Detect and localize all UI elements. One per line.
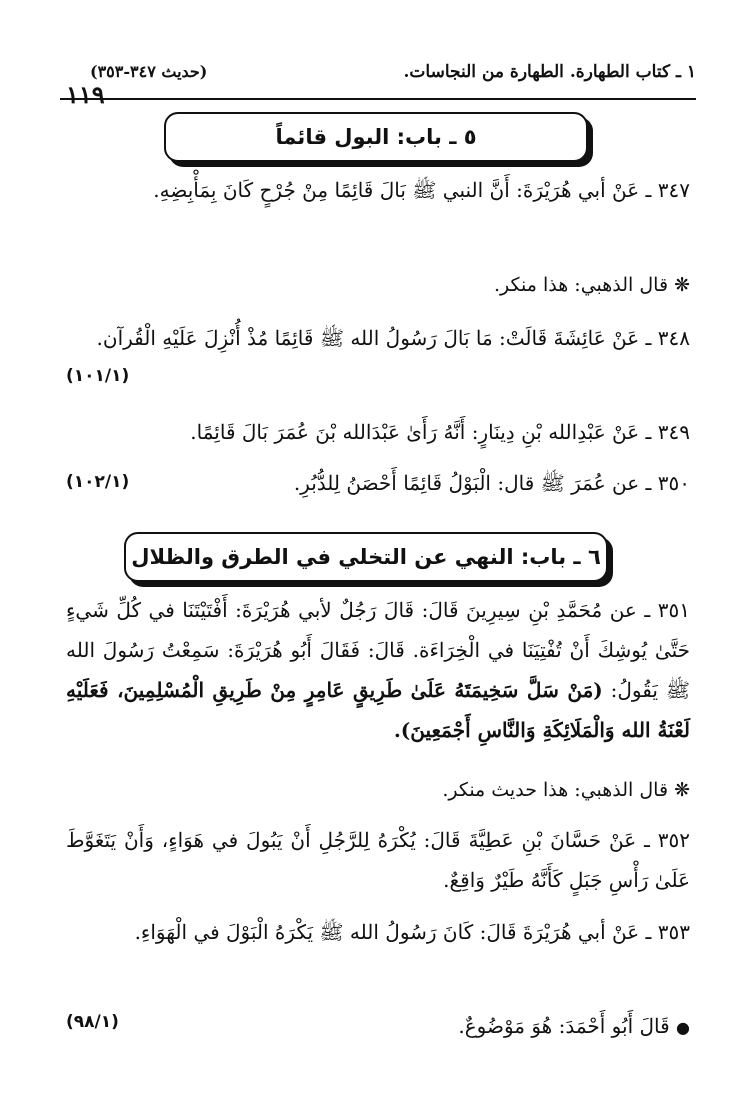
note-text: قَالَ أَبُو أَحْمَدَ: هُوَ مَوْضُوعٌ. bbox=[458, 1014, 670, 1038]
note-text: ❋ قال الذهبي: هذا منكر. bbox=[494, 274, 690, 296]
hadith-text: ٣٥٣ ـ عَنْ أبي هُرَيْرَةَ قَالَ: كَانَ رَسُولُ الله ﷺ يَكْرَهُ الْبَوْلَ في الْهَوَاءِ. bbox=[134, 920, 690, 944]
hadith-351 bbox=[66, 590, 690, 750]
reference-350: (١٠٢/١) bbox=[66, 472, 130, 492]
hadith-text: ٣٤٨ ـ عَنْ عَائِشَةَ قَالَتْ: مَا بَالَ رَسُولُ الله ﷺ قَائِمًا مُذْ أُنْزِلَ عَلَيْهِ الْقُرآن. bbox=[96, 326, 690, 350]
hadith-348 bbox=[66, 318, 690, 358]
note-353 bbox=[66, 1006, 690, 1048]
running-title: ١ ـ كتاب الطهارة. الطهارة من النجاسات. bbox=[403, 62, 696, 82]
chapter-title: ٥ ـ باب: البول قائماً bbox=[275, 125, 477, 149]
hadith-347 bbox=[66, 170, 690, 210]
page-number: ١١٩ bbox=[66, 80, 105, 109]
hadith-text: ٣٥١ ـ عن مُحَمَّدِ بْنِ سِيرِينَ قَالَ: قَالَ رَجُلٌ لأبي هُرَيْرَةَ: أَفْتَيْتَنَا في كُلِّ شَيءٍ حَتَّىٰ يُوشِكَ أَنْ تُفْتِيَنَا في الْخِرَاءَة. قَالَ: فَقَالَ أَبُو هُرَيْرَةَ: سَمِعْتُ رَسُولَ الله ﷺ يَقُولُ: bbox=[66, 598, 691, 702]
hadith-353 bbox=[66, 912, 690, 952]
hadith-349 bbox=[66, 412, 690, 452]
prophetic-saying: (مَنْ سَلَّ سَخِيمَتَهُ عَلَىٰ طَرِيقٍ عَامِرٍ مِنْ طَرِيقِ الْمُسْلِمِينَ، فَعَلَيْهِ لَعْنَةُ الله وَالْمَلَائِكَةِ وَالنَّاسِ أَجْمَعِينَ). bbox=[66, 678, 690, 742]
chapter-title: ٦ ـ باب: النهي عن التخلي في الطرق والظلال bbox=[131, 545, 601, 569]
hadith-text: ٣٥٢ ـ عَنْ حَسَّانَ بْنِ عَطِيَّةَ قَالَ: يُكْرَهُ لِلرَّجُلِ أَنْ يَبُولَ في هَوَاءٍ، وَأَنْ يَتَغَوَّطَ عَلَىٰ رَأْسِ جَبَلٍ كَأَنَّهُ طَيْرٌ وَاقِعٌ. bbox=[66, 828, 690, 892]
chapter-heading-5 bbox=[164, 112, 588, 162]
reference-348: (١٠١/١) bbox=[66, 366, 130, 386]
hadith-text: ٣٤٧ ـ عَنْ أبي هُرَيْرَةَ: أَنَّ النبي ﷺ بَالَ قَائِمًا مِنْ جُرْحٍ كَانَ بِمَأْبِضِهِ. bbox=[153, 178, 690, 202]
hadith-352 bbox=[66, 820, 690, 900]
bullet-icon: ● bbox=[676, 1018, 690, 1037]
note-347 bbox=[66, 265, 690, 305]
note-text: ❋ قال الذهبي: هذا حديث منكر. bbox=[442, 779, 690, 801]
note-351 bbox=[66, 770, 690, 810]
hadith-text: ٣٤٩ ـ عَنْ عَبْدِالله بْنِ دِينَارٍ: أَنَّهُ رَأَىٰ عَبْدَالله بْنَ عُمَرَ بَالَ قَائِمًا. bbox=[190, 420, 690, 444]
page-header bbox=[60, 58, 696, 109]
hadith-350 bbox=[66, 463, 690, 503]
reference-353: (٩٨/١) bbox=[66, 1012, 119, 1032]
hadith-text: ٣٥٠ ـ عن عُمَرَ ﷺ قال: الْبَوْلُ قَائِمًا أَحْصَنُ لِلدُّبُرِ. bbox=[293, 471, 690, 495]
hadith-range: (حديث ٣٤٧-٣٥٣) bbox=[90, 62, 208, 81]
chapter-heading-6 bbox=[124, 532, 608, 582]
